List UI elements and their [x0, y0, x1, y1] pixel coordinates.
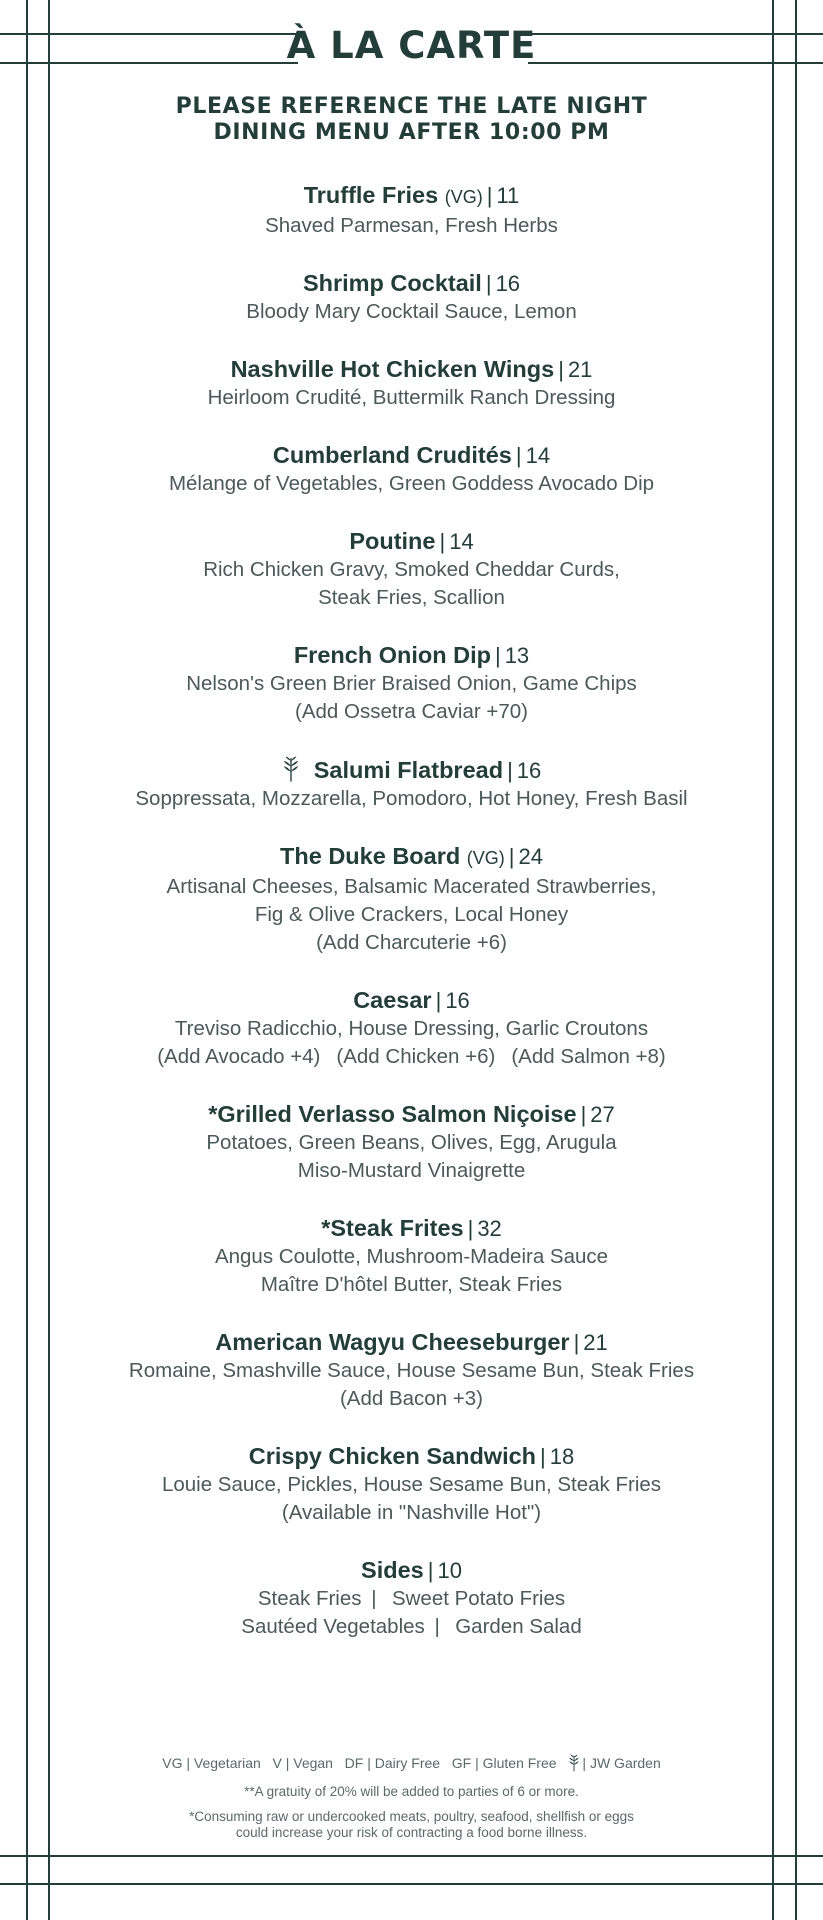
sides-heading: Sides | 10	[361, 1557, 462, 1583]
menu-item-name: French Onion Dip	[293, 642, 491, 668]
legend-jw-garden: | JW Garden	[582, 1755, 661, 1771]
side-option: Steak Fries	[257, 1587, 362, 1610]
menu-item-heading: Crispy Chicken Sandwich | 18	[248, 1443, 575, 1469]
menu-item-name: The Duke Board	[280, 843, 461, 869]
menu-item-description: Bloody Mary Cocktail Sauce, Lemon	[246, 300, 577, 323]
legend-vegan: V | Vegan	[272, 1755, 333, 1771]
notice-line: DINING MENU AFTER 10:00 PM	[213, 120, 610, 145]
notice-line: PLEASE REFERENCE THE LATE NIGHT	[175, 94, 648, 119]
menu-item-description: Soppressata, Mozzarella, Pomodoro, Hot Honey, Fresh Basil	[135, 787, 688, 810]
menu-item-heading: Cumberland Crudités | 14	[272, 442, 551, 468]
menu-item-heading: *Steak Frites | 32	[321, 1215, 502, 1241]
menu-item-description: Maître D'hôtel Butter, Steak Fries	[260, 1273, 563, 1296]
menu-item-description: Treviso Radicchio, House Dressing, Garlic Croutons	[174, 1017, 649, 1040]
menu-item	[0, 1100, 823, 1185]
menu-item-description: (Add Ossetra Caviar +70)	[295, 700, 528, 723]
menu-item-heading: *Grilled Verlasso Salmon Niçoise | 27	[208, 1101, 615, 1127]
menu-item-description: Shaved Parmesan, Fresh Herbs	[265, 214, 558, 237]
menu-item-heading: Caesar | 16	[353, 987, 470, 1013]
menu-item-name: American Wagyu Cheeseburger	[215, 1329, 570, 1355]
jw-garden-leaf-icon	[568, 1754, 580, 1772]
legend-vegetarian: VG | Vegetarian	[162, 1755, 261, 1771]
menu-item-name: Shrimp Cocktail	[302, 270, 482, 296]
menu-item-name: Poutine	[349, 528, 436, 554]
addon-option: (Add Avocado +4)	[157, 1045, 321, 1068]
menu-item-description: Artisanal Cheeses, Balsamic Macerated Strawberries,	[166, 875, 657, 898]
menu-item-description: Romaine, Smashville Sauce, House Sesame Bun, Steak Fries	[128, 1359, 695, 1382]
consumer-warning-line: *Consuming raw or undercooked meats, poultry, seafood, shellfish or eggs	[189, 1809, 634, 1824]
footer-rule-top	[0, 1855, 823, 1857]
side-option: Garden Salad	[455, 1615, 582, 1638]
menu-item-heading: French Onion Dip | 13	[293, 642, 530, 668]
menu-item-description: Steak Fries, Scallion	[318, 586, 505, 609]
menu-item	[0, 986, 823, 1071]
menu-item-price: 13	[504, 643, 530, 668]
menu-item-description: Potatoes, Green Beans, Olives, Egg, Arugula	[206, 1131, 617, 1154]
menu-item-description: (Available in "Nashville Hot")	[281, 1501, 542, 1524]
menu-item-price: 14	[525, 443, 551, 468]
dietary-tag: (VG)	[444, 187, 483, 207]
menu-item-name: Nashville Hot Chicken Wings	[230, 356, 555, 382]
sides-price: 10	[437, 1558, 462, 1583]
sides-row: Steak Fries | Sweet Potato Fries	[257, 1587, 566, 1610]
sides-section	[0, 1556, 823, 1641]
menu-item	[0, 441, 823, 498]
menu-item-price: 24	[518, 844, 543, 869]
menu-item	[0, 1214, 823, 1299]
menu-item	[0, 842, 823, 957]
menu-item-description: Louie Sauce, Pickles, House Sesame Bun, Steak Fries	[161, 1473, 662, 1496]
menu-item-description: Mélange of Vegetables, Green Goddess Avocado Dip	[168, 472, 655, 495]
addon-option: (Add Chicken +6)	[336, 1045, 496, 1068]
menu-item-heading: Poutine | 14	[349, 528, 474, 554]
menu-item-heading: Shrimp Cocktail | 16	[302, 270, 521, 296]
menu-item-description: (Add Bacon +3)	[339, 1387, 484, 1410]
menu-item	[0, 355, 823, 412]
menu-item-name: Crispy Chicken Sandwich	[248, 1443, 537, 1469]
menu-item-description: Fig & Olive Crackers, Local Honey	[254, 903, 569, 926]
menu-item-price: 16	[495, 271, 521, 296]
menu-item-heading: American Wagyu Cheeseburger | 21	[215, 1329, 608, 1355]
consumer-warning	[0, 1809, 823, 1841]
menu-item	[0, 269, 823, 326]
sides-name: Sides	[361, 1557, 424, 1583]
menu-item-heading: The Duke Board (VG) | 24	[280, 843, 543, 869]
menu-item-name: Truffle Fries	[303, 182, 439, 208]
dietary-tag: (VG)	[466, 848, 505, 868]
legend-dairy-free: DF | Dairy Free	[344, 1755, 441, 1771]
menu-item-name: Caesar	[353, 987, 432, 1013]
menu-item-price: 16	[516, 758, 542, 783]
menu-item-price: 11	[496, 183, 520, 208]
menu-item	[0, 641, 823, 726]
menu-item	[0, 755, 823, 813]
menu-item-description: Heirloom Crudité, Buttermilk Ranch Dressing	[207, 386, 616, 409]
menu-item-price: 32	[477, 1216, 502, 1241]
menu-item-name: *Grilled Verlasso Salmon Niçoise	[208, 1101, 577, 1127]
menu-item	[0, 1442, 823, 1527]
menu-item-name: *Steak Frites	[321, 1215, 464, 1241]
menu-item-addons	[0, 1043, 823, 1071]
menu-item-description: Nelson's Green Brier Braised Onion, Game Chips	[186, 672, 637, 695]
menu-item-price: 18	[549, 1444, 575, 1469]
side-option: Sweet Potato Fries	[391, 1587, 566, 1610]
menu-item-price: 27	[590, 1102, 615, 1127]
footer-rule-bottom	[0, 1883, 823, 1885]
menu-items	[0, 181, 823, 1670]
menu-item-price: 21	[583, 1330, 608, 1355]
page-title: À LA CARTE	[286, 24, 537, 67]
menu-item-description: (Add Charcuterie +6)	[316, 931, 507, 954]
dietary-legend	[0, 1753, 823, 1773]
menu-item-heading: Salumi Flatbread | 16	[0, 755, 823, 785]
menu-item-price: 21	[567, 357, 593, 382]
menu-item-price: 14	[449, 529, 474, 554]
menu-item	[0, 181, 823, 240]
menu-item-price: 16	[445, 988, 470, 1013]
menu-item-name: Cumberland Crudités	[272, 442, 512, 468]
menu-item-description: Angus Coulotte, Mushroom-Madeira Sauce	[214, 1245, 609, 1268]
menu-item-heading: Nashville Hot Chicken Wings | 21	[230, 356, 593, 382]
late-night-notice	[0, 94, 823, 146]
jw-garden-leaf-icon	[282, 755, 300, 783]
gratuity-note: **A gratuity of 20% will be added to parties of 6 or more.	[244, 1784, 579, 1799]
menu-item-description: Miso-Mustard Vinaigrette	[297, 1159, 526, 1182]
menu-item-name: Salumi Flatbread	[313, 757, 504, 783]
menu-item	[0, 1328, 823, 1413]
sides-row: Sautéed Vegetables | Garden Salad	[241, 1615, 582, 1638]
addon-option: (Add Salmon +8)	[511, 1045, 666, 1068]
side-option: Sautéed Vegetables	[241, 1615, 425, 1638]
consumer-warning-line: could increase your risk of contracting a food borne illness.	[235, 1825, 588, 1840]
menu-item-heading: Truffle Fries (VG) | 11	[303, 182, 520, 208]
menu-item	[0, 527, 823, 612]
menu-item-description: Rich Chicken Gravy, Smoked Cheddar Curds,	[203, 558, 620, 581]
legend-gluten-free: GF | Gluten Free	[451, 1755, 557, 1771]
